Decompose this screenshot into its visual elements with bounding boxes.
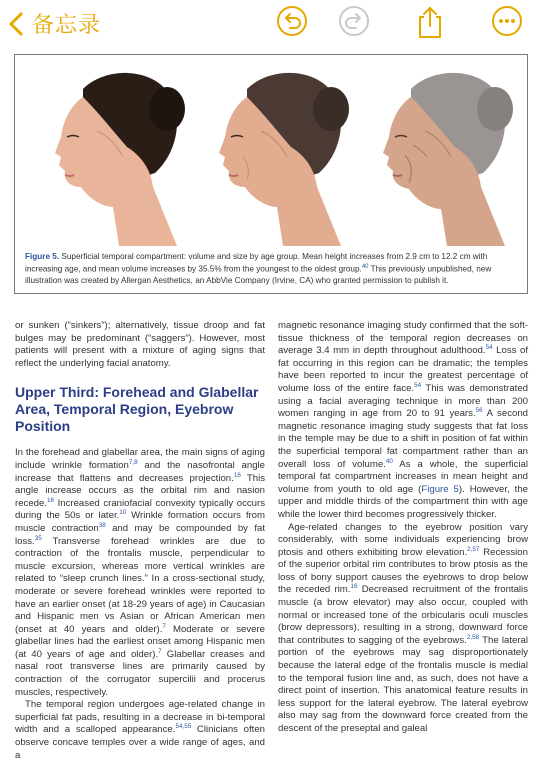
left-column: [15, 320, 265, 762]
citation[interactable]: 40: [385, 457, 393, 465]
text-run: Loss of fat occurring in this region can be dramatic; the temples have been reported to incur the greatest percentage of volume loss of the entire face.: [278, 345, 528, 394]
figure-caption: [25, 251, 515, 286]
text-run: Transverse forehead wrinkles are due to contraction of the frontalis muscle, perpendicular to muscle excursion, whereas more vertical wrinkles are related to “sleep crunch lines.” In a cross-sectional study, moderate or severe forehead wrinkles were reported to have an earlier onset (at 18-29 years of age) in Caucasian and Hispanic men vs Asian or African American men (onset at 40 years and older).: [15, 535, 265, 635]
text-run: Recession of the superior orbital rim contributes to brow ptosis as the loss of bony support causes the eyebrows to drop below the receded rim.: [278, 546, 528, 596]
text-run: In the forehead and glabellar area, the main signs of aging include wrinkle formation: [15, 447, 265, 471]
figure-caption-text: Superficial temporal compartment: volume and size by age group. Mean height increases from 2.9 cm to 12.2 cm with increasing age, and mean volume increases by 35.5% from the youngest to the oldest group.: [25, 252, 488, 274]
face-middle-illustration: [191, 61, 351, 246]
paragraph: or sunken (“sinkers”); alternatively, tissue droop and fat bulges may be predominant (“saggers”). However, most patients will present with a mixture of aging signs that reflect the underlying facial anatomy.: [15, 320, 265, 369]
share-icon: [414, 5, 446, 39]
citation[interactable]: 7: [162, 622, 166, 630]
more-icon: [491, 5, 523, 37]
paragraph: [15, 447, 265, 699]
text-run: The temporal region undergoes age-related change in superficial fat pads, resulting in a decrease in bi-temporal width and a scalloped appearance.: [15, 699, 265, 736]
text-run: Increased craniofacial convexity typically occurs during the 50s or later.: [15, 497, 265, 522]
citation[interactable]: 16: [233, 471, 241, 479]
citation[interactable]: 16: [350, 583, 358, 591]
share-button[interactable]: [414, 5, 446, 37]
redo-button[interactable]: [338, 5, 370, 37]
paragraph: [15, 699, 265, 762]
text-run: Decreased recruitment of the frontalis muscle (a brow elevator) may also occur, coupled with normal or increased tone of the orbicularis oculi muscles (brow depressors), resulting in a strong, downward force that contributes to sagging of the eyebrows.: [278, 584, 528, 646]
citation[interactable]: 7: [158, 647, 162, 655]
text-run: As a whole, the superficial temporal fat compartment increases in mean height and volume from youth to old age (: [278, 458, 528, 495]
figure-link[interactable]: Figure 5: [421, 483, 459, 495]
text-run: Moderate or severe glabellar lines had the earliest onset among Hispanic men (at 40 years of age and older).: [15, 623, 265, 660]
figure-caption-label: Figure 5.: [25, 252, 60, 261]
citation[interactable]: 7,8: [128, 458, 138, 466]
citation: 40: [361, 264, 369, 270]
figure-caption-tail: This previously unpublished, new illustration was created by Allergan Aesthetics, an AbbVie Company (Irvine, CA) who granted permission to publish it.: [25, 264, 492, 285]
redo-icon: [338, 5, 370, 37]
back-label: 备忘录: [32, 12, 102, 37]
face-young-illustration: [27, 61, 187, 246]
figure-illustration: [27, 61, 515, 246]
paragraph: [278, 522, 528, 736]
face-old-illustration: [355, 61, 515, 246]
citation[interactable]: 2,58: [466, 633, 480, 641]
text-run: Glabellar creases and nasal root transverse lines are primarily caused by contraction of the corrugator supercilii and procerus muscles, respectively.: [15, 648, 265, 698]
back-button[interactable]: [6, 8, 101, 39]
undo-icon: [276, 5, 308, 37]
document-page[interactable]: [0, 44, 540, 761]
text-run: Wrinkle formation occurs from muscle contraction: [15, 510, 266, 534]
top-navigation-bar: [0, 0, 540, 44]
citation[interactable]: 10: [119, 509, 127, 517]
text-run: ). However, the upper and middle thirds of the compartment thin with age while the lower third becomes progressively thicker.: [278, 483, 528, 520]
text-run: A second magnetic resonance imaging study suggests that fat loss in the temple may be due to a shift in position of fat within the superficial temporal fat compartment rather than an overall loss of volume.: [278, 408, 528, 470]
citation[interactable]: 54: [414, 381, 422, 389]
undo-button[interactable]: [276, 5, 308, 37]
text-run: and may be compounded by fat loss.: [15, 522, 265, 547]
citation[interactable]: 16: [47, 496, 55, 504]
text-run: This angle increase occurs as the orbital rim and nasion recede.: [15, 472, 265, 509]
figure-5: [14, 54, 528, 294]
citation[interactable]: 54: [485, 344, 493, 351]
citation[interactable]: 38: [98, 521, 106, 529]
paragraph: [278, 320, 528, 522]
citation[interactable]: 2,57: [467, 545, 480, 553]
section-heading: Upper Third: Forehead and Glabellar Area, Temporal Region, Eyebrow Position: [15, 384, 259, 435]
chevron-left-icon: [6, 11, 28, 37]
text-run: This was demonstrated using a facial averaging technique in more than 200 women ranging in age from 20 to 91 years.: [278, 382, 529, 420]
text-run: The lateral portion of the eyebrows may sag disproportionately because the lateral edge of the frontalis muscle is medial to the temporal fusion line and, as such, does not have a direct point of insertion. This anatomical feature results in less support for the lateral eyebrow. The lateral eyebrow also may sag from the downward force created from the descent of the preseptal and galeal: [278, 634, 528, 734]
text-run: Age-related changes to the eyebrow position vary considerably, with some individuals experiencing brow ptosis and others exhibiting brow elevation.: [278, 521, 528, 558]
citation[interactable]: 56: [475, 406, 483, 414]
citation[interactable]: 54,55: [175, 723, 192, 731]
text-run: Clinicians often observe concave temples over a wide range of ages, and a: [15, 724, 265, 761]
text-run: magnetic resonance imaging study confirmed that the soft-tissue thickness of the temporal region decreases on average 3.4 mm in depth throughout adulthood.: [278, 320, 528, 357]
text-run: and the nasofrontal angle increase that flattens and decreases projection.: [15, 459, 265, 484]
more-button[interactable]: [491, 5, 523, 37]
citation[interactable]: 35: [34, 534, 42, 542]
right-column: [278, 320, 528, 736]
